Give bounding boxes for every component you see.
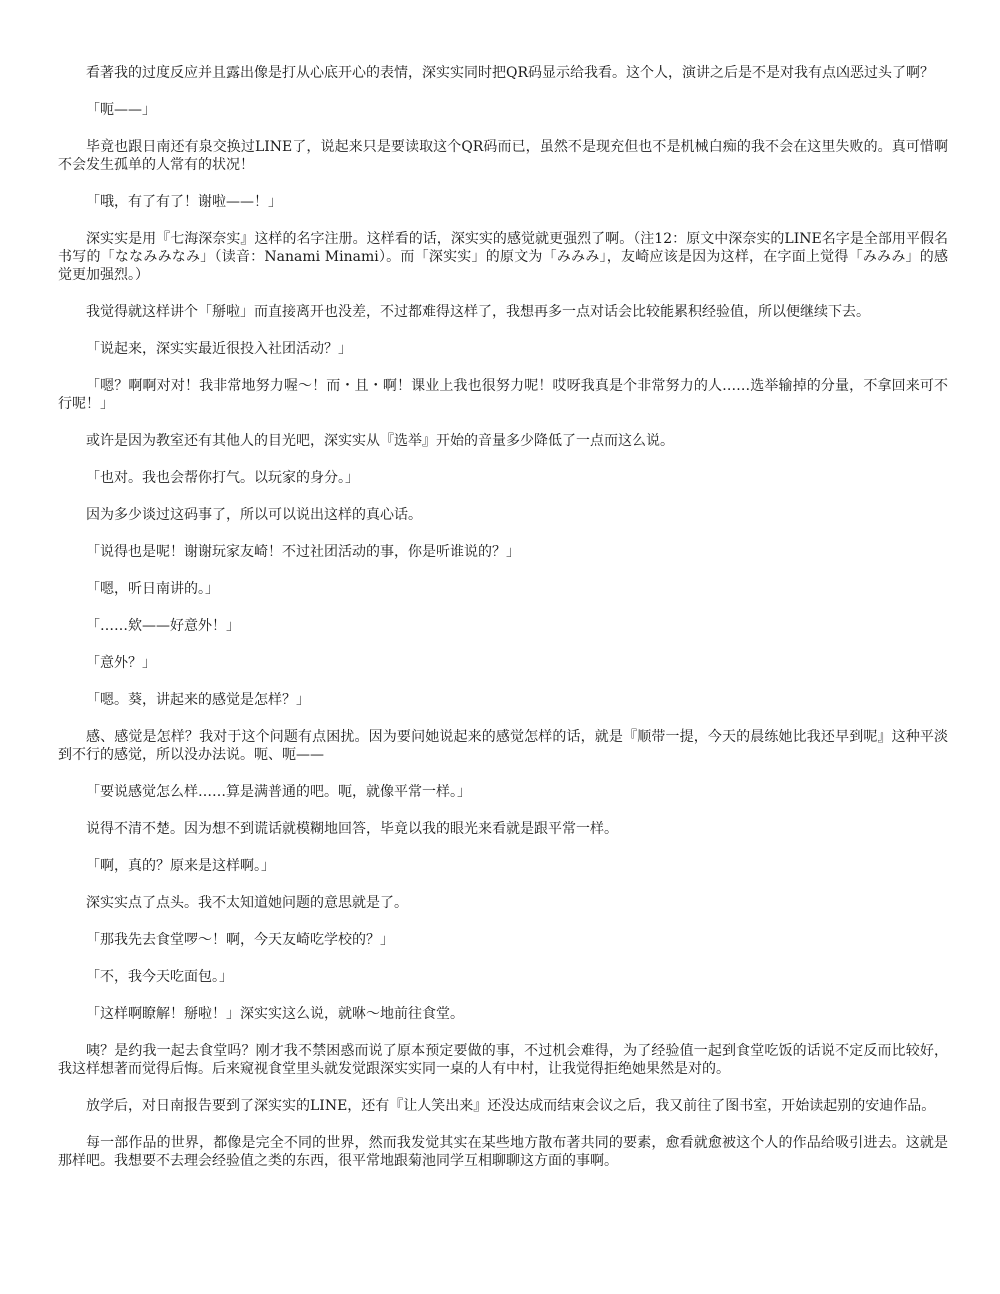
paragraph: 「不，我今天吃面包。」 [86,969,233,985]
paragraph: 我觉得就这样讲个「掰啦」而直接离开也没差，不过都难得这样了，我想再多一点对话会比较能累积经验值，所以便继续下去。 [86,304,870,320]
paragraph: 「说得也是呢！谢谢玩家友崎！不过社团活动的事，你是听谁说的？」 [86,544,520,560]
paragraph: 「哦，有了有了！谢啦——！」 [86,194,282,210]
paragraph: 深实实点了点头。我不太知道她问题的意思就是了。 [86,895,408,911]
paragraph: 每一部作品的世界，都像是完全不同的世界，然而我发觉其实在某些地方散布著共同的要素，愈看就愈被这个人的作品给吸引进去。这就是那样吧。我想要不去理会经验值之类的东西，很平常地跟菊池同学互相聊聊这方面的事啊。 [58,1135,948,1169]
paragraph: 「这样啊瞭解！掰啦！」深实实这么说，就咻～地前往食堂。 [86,1006,464,1022]
paragraph: 或许是因为教室还有其他人的目光吧，深实实从『选举』开始的音量多少降低了一点而这么说。 [86,433,674,449]
paragraph: 看著我的过度反应并且露出像是打从心底开心的表情，深实实同时把QR码显示给我看。这个人，演讲之后是不是对我有点凶恶过头了啊？ [86,65,935,81]
paragraph: 「嗯？啊啊对对！我非常地努力喔～！而・且・啊！课业上我也很努力呢！哎呀我真是个非常努力的人……选举输掉的分量，不拿回来可不行呢！」 [58,378,948,412]
paragraph: 毕竟也跟日南还有泉交换过LINE了，说起来只是要读取这个QR码而已，虽然不是现充但也不是机械白痴的我不会在这里失败的。真可惜啊不会发生孤单的人常有的状况！ [58,139,948,173]
paragraph: 「也对。我也会帮你打气。以玩家的身分。」 [86,470,359,486]
paragraph: 「要说感觉怎么样……算是满普通的吧。呃，就像平常一样。」 [86,784,471,800]
paragraph: 「啊，真的？原来是这样啊。」 [86,858,275,874]
paragraph: 感、感觉是怎样？我对于这个问题有点困扰。因为要问她说起来的感觉怎样的话，就是『顺带一提，今天的晨练她比我还早到呢』这种平淡到不行的感觉，所以没办法说。呃、呃—— [58,729,948,763]
paragraph: 说得不清不楚。因为想不到谎话就模糊地回答，毕竟以我的眼光来看就是跟平常一样。 [86,821,618,837]
paragraph: 「意外？」 [86,655,156,671]
document-page [58,64,948,1189]
paragraph: 「嗯。葵，讲起来的感觉是怎样？」 [86,692,310,708]
paragraph: 「嗯，听日南讲的。」 [86,581,219,597]
paragraph: 因为多少谈过这码事了，所以可以说出这样的真心话。 [86,507,422,523]
paragraph: 放学后，对日南报告要到了深实实的LINE，还有『让人笑出来』还没达成而结束会议之后，我又前往了图书室，开始读起别的安迪作品。 [86,1098,936,1114]
paragraph: 咦？是约我一起去食堂吗？刚才我不禁困惑而说了原本预定要做的事，不过机会难得，为了经验值一起到食堂吃饭的话说不定反而比较好，我这样想著而觉得后悔。后来窥视食堂里头就发觉跟深实实同一桌的人有中村，让我觉得拒绝她果然是对的。 [58,1043,948,1077]
paragraph: 「说起来，深实实最近很投入社团活动？」 [86,341,352,357]
paragraph: 「……欸——好意外！」 [86,618,240,634]
paragraph: 「呃——」 [86,102,156,118]
paragraph: 深实实是用『七海深奈实』这样的名字注册。这样看的话，深实实的感觉就更强烈了啊。（注12：原文中深奈实的LINE名字是全部用平假名书写的「ななみみなみ」（读音：Nanami Minami）。而「深实实」的原文为「みみみ」，友崎应该是因为这样，在字面上觉得「みみみ」的感觉更加强烈。） [58,231,948,283]
paragraph: 「那我先去食堂啰～！啊，今天友崎吃学校的？」 [86,932,394,948]
